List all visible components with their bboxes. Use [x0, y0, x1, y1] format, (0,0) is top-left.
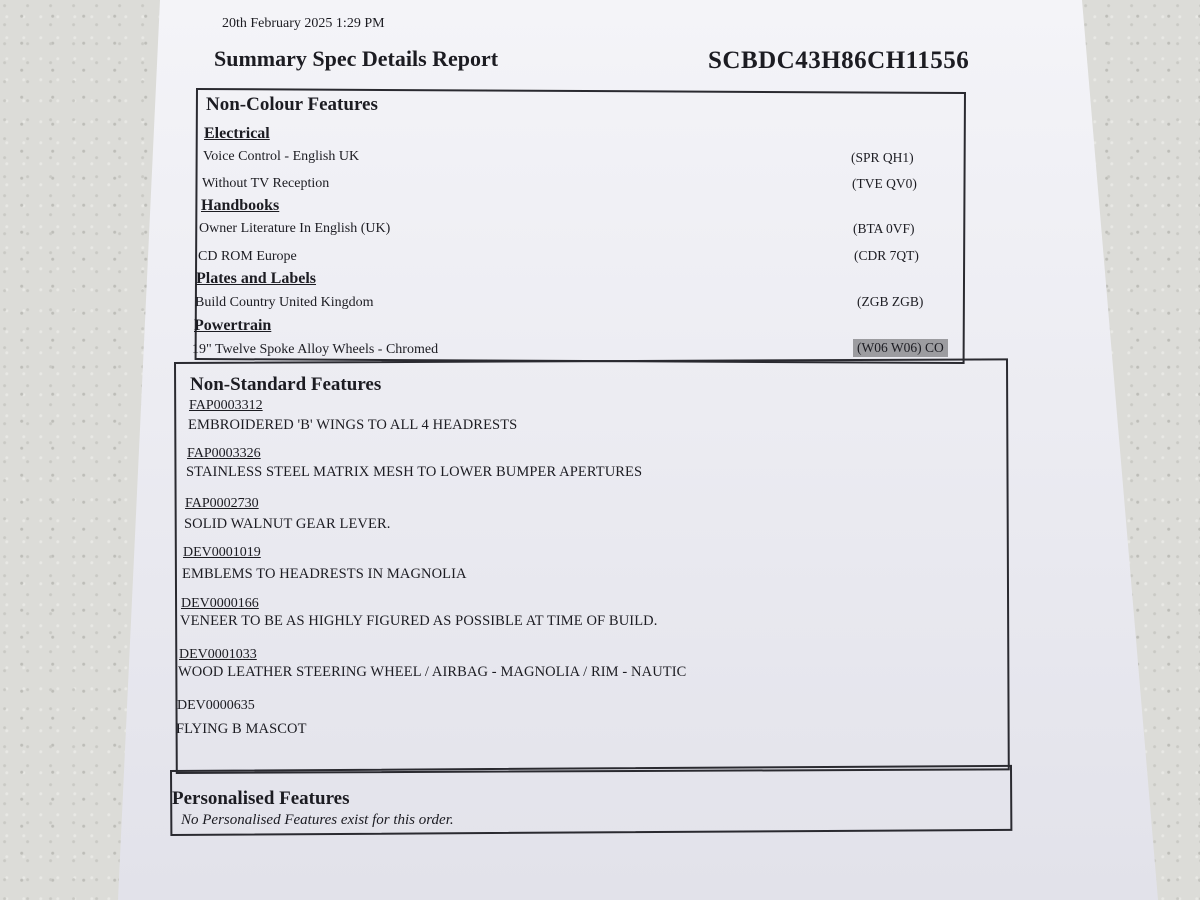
non-standard-description: EMBROIDERED 'B' WINGS TO ALL 4 HEADRESTS: [188, 417, 518, 433]
feature-label: Owner Literature In English (UK): [199, 221, 391, 236]
category-plates-and-labels: Plates and Labels: [196, 270, 317, 287]
report-timestamp: 20th February 2025 1:29 PM: [222, 16, 385, 31]
feature-code: (BTA 0VF): [853, 221, 915, 236]
vehicle-vin: SCBDC43H86CH11556: [708, 47, 970, 74]
feature-label: 19" Twelve Spoke Alloy Wheels - Chromed: [192, 342, 439, 357]
non-standard-description: EMBLEMS TO HEADRESTS IN MAGNOLIA: [182, 566, 467, 582]
feature-code: (SPR QH1): [851, 150, 914, 165]
feature-code: (ZGB ZGB): [857, 294, 924, 309]
non-standard-description: STAINLESS STEEL MATRIX MESH TO LOWER BUMPER APERTURES: [186, 464, 643, 480]
personalised-features-heading: Personalised Features: [172, 788, 350, 809]
category-powertrain: Powertrain: [194, 317, 272, 334]
feature-code: (TVE QV0): [852, 176, 917, 191]
feature-label: Without TV Reception: [202, 176, 330, 191]
non-standard-code: DEV0000635: [177, 698, 255, 713]
non-colour-features-heading: Non-Colour Features: [206, 94, 378, 115]
report-title: Summary Spec Details Report: [214, 46, 499, 71]
feature-code-highlighted: (W06 W06) CO: [853, 339, 948, 357]
non-standard-features-heading: Non-Standard Features: [190, 374, 382, 395]
non-standard-description: VENEER TO BE AS HIGHLY FIGURED AS POSSIBLE AT TIME OF BUILD.: [180, 613, 658, 629]
non-standard-code: DEV0001033: [179, 647, 257, 662]
non-standard-description: FLYING B MASCOT: [176, 721, 307, 737]
non-standard-code: DEV0001019: [183, 545, 261, 560]
feature-code: (CDR 7QT): [854, 248, 919, 263]
non-standard-description: WOOD LEATHER STEERING WHEEL / AIRBAG - MAGNOLIA / RIM - NAUTIC: [178, 664, 687, 680]
non-standard-code: DEV0000166: [181, 596, 259, 611]
feature-label: Build Country United Kingdom: [195, 295, 374, 310]
personalised-features-message: No Personalised Features exist for this order.: [181, 812, 454, 828]
non-standard-code: FAP0003312: [189, 398, 263, 413]
non-standard-description: SOLID WALNUT GEAR LEVER.: [184, 516, 391, 532]
feature-label: CD ROM Europe: [198, 249, 297, 264]
feature-label: Voice Control - English UK: [203, 149, 360, 164]
category-electrical: Electrical: [204, 125, 270, 142]
non-standard-code: FAP0003326: [187, 446, 261, 461]
category-handbooks: Handbooks: [201, 197, 280, 214]
non-standard-code: FAP0002730: [185, 496, 259, 511]
